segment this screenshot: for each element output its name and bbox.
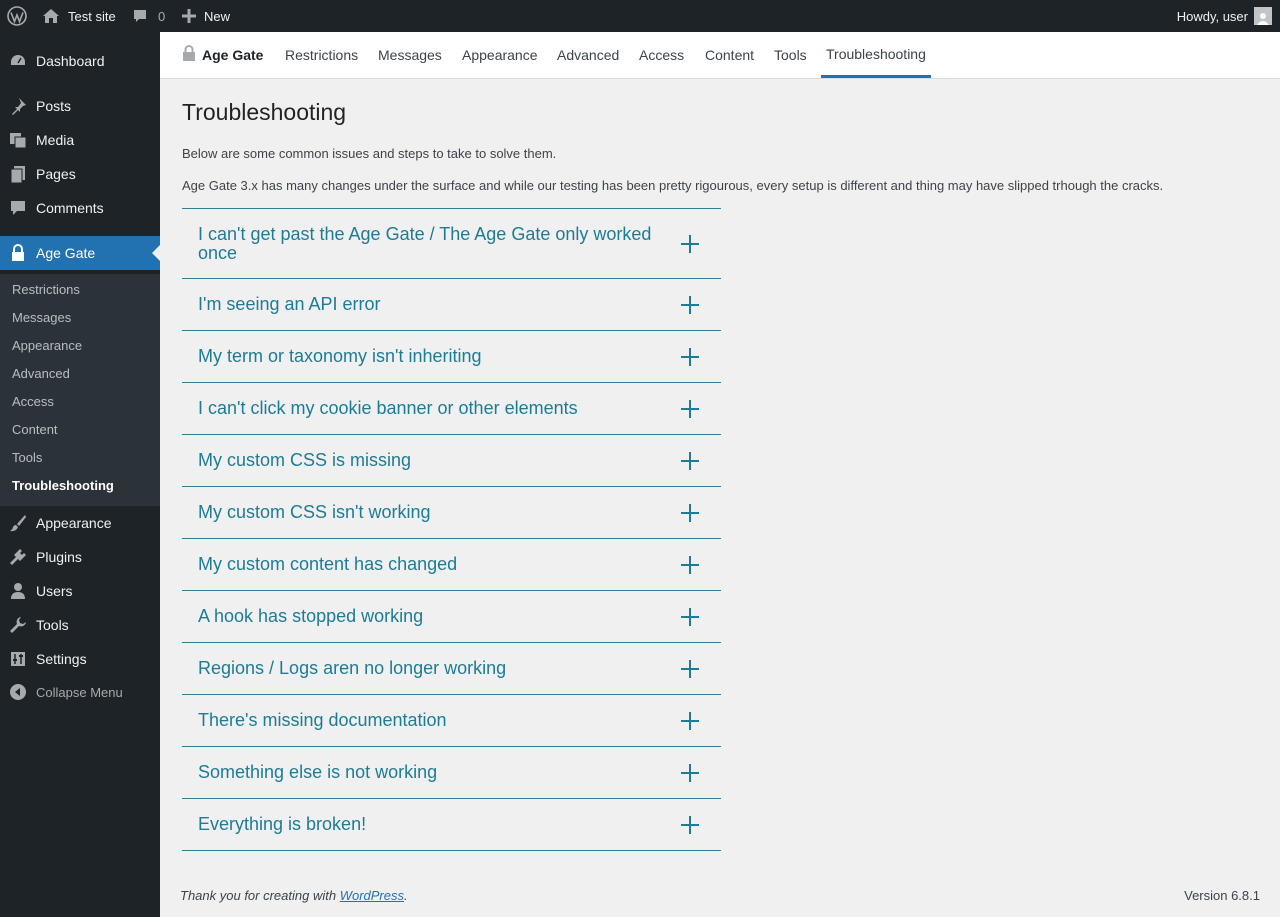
- accordion-item-title: Something else is not working: [198, 762, 438, 782]
- submenu-item-tools[interactable]: Tools: [12, 449, 43, 465]
- troubleshooting-accordion: [182, 208, 721, 851]
- wordpress-logo-icon[interactable]: [0, 0, 34, 32]
- home-icon: [42, 8, 68, 24]
- comment-icon: [0, 199, 36, 217]
- avatar: [1254, 7, 1272, 25]
- tab-restrictions[interactable]: Restrictions: [285, 47, 359, 63]
- plus-icon[interactable]: [681, 348, 699, 366]
- plus-icon[interactable]: [681, 235, 699, 253]
- media-icon: [0, 131, 36, 149]
- admin-bar: [0, 0, 1280, 32]
- sidebar-item-media[interactable]: [0, 123, 160, 157]
- users-icon: [0, 582, 36, 600]
- tab-advanced[interactable]: Advanced: [557, 47, 620, 63]
- plus-icon[interactable]: [681, 712, 699, 730]
- sidebar-item-label: Appearance: [36, 515, 112, 531]
- accordion-item[interactable]: [182, 747, 721, 799]
- intro-note: Age Gate 3.x has many changes under the surface and while our testing has been pretty rigourous, every setup is different and thing may have slipped trhough the cracks.: [182, 178, 1164, 193]
- wrench-icon: [0, 616, 36, 634]
- sidebar-item-pages[interactable]: [0, 157, 160, 191]
- plus-icon: [182, 9, 204, 23]
- tab-tools[interactable]: Tools: [774, 47, 807, 63]
- accordion-item-title: I can't click my cookie banner or other elements: [198, 398, 578, 418]
- tab-content[interactable]: Content: [705, 47, 755, 63]
- submenu-item-restrictions[interactable]: Restrictions: [12, 281, 80, 297]
- pushpin-icon: [0, 97, 36, 115]
- site-name-label: Test site: [68, 8, 116, 24]
- site-name-link[interactable]: [42, 0, 116, 32]
- accordion-item[interactable]: [182, 435, 721, 487]
- accordion-item[interactable]: [182, 279, 721, 331]
- nav-brand[interactable]: [182, 32, 263, 78]
- tab-access[interactable]: Access: [639, 47, 685, 63]
- plus-icon[interactable]: [681, 660, 699, 678]
- accordion-item[interactable]: [182, 539, 721, 591]
- howdy-label: Howdy, user: [1176, 8, 1248, 24]
- plus-icon[interactable]: [681, 504, 699, 522]
- sidebar-item-plugins[interactable]: [0, 540, 160, 574]
- plus-icon[interactable]: [681, 816, 699, 834]
- comments-count: 0: [158, 8, 166, 24]
- sidebar-item-label: Settings: [36, 651, 87, 667]
- comments-link[interactable]: [132, 0, 165, 32]
- accordion-item-title: Regions / Logs aren no longer working: [198, 658, 507, 678]
- accordion-item[interactable]: [182, 695, 721, 747]
- sidebar-item-label: Age Gate: [36, 245, 96, 261]
- new-label: New: [204, 8, 231, 24]
- sidebar-item-posts[interactable]: [0, 89, 160, 123]
- tab-troubleshooting[interactable]: Troubleshooting: [821, 32, 931, 78]
- accordion-item-title: There's missing documentation: [198, 710, 447, 730]
- sidebar-item-label: Plugins: [36, 549, 82, 565]
- accordion-item-title: A hook has stopped working: [198, 606, 424, 626]
- submenu-item-appearance[interactable]: Appearance: [12, 337, 83, 353]
- admin-sidebar: [0, 32, 160, 917]
- plus-icon[interactable]: [681, 452, 699, 470]
- collapse-arrow-icon: [0, 683, 36, 701]
- plus-icon[interactable]: [681, 608, 699, 626]
- age-gate-nav: [160, 32, 1280, 79]
- sidebar-item-appearance[interactable]: [0, 506, 160, 540]
- collapse-menu-button[interactable]: [0, 675, 160, 709]
- nav-brand-label: Age Gate: [202, 47, 264, 63]
- lock-icon: [182, 45, 202, 65]
- sidebar-item-settings[interactable]: [0, 642, 160, 676]
- lock-icon: [0, 244, 36, 262]
- sidebar-item-tools[interactable]: [0, 608, 160, 642]
- pages-icon: [0, 165, 36, 183]
- page-title: Troubleshooting: [182, 99, 347, 125]
- accordion-item-title: I can't get past the Age Gate / The Age Gate only worked once: [198, 223, 652, 263]
- plugin-icon: [0, 548, 36, 566]
- accordion-item[interactable]: [182, 383, 721, 435]
- submenu-item-messages[interactable]: Messages: [12, 309, 72, 325]
- sidebar-item-label: Media: [36, 132, 75, 148]
- comment-icon: [132, 8, 148, 24]
- collapse-menu-label: Collapse Menu: [36, 684, 123, 700]
- accordion-item-title: My custom content has changed: [198, 554, 458, 574]
- sidebar-item-label: Comments: [36, 200, 104, 216]
- accordion-item[interactable]: [182, 591, 721, 643]
- sidebar-item-age-gate[interactable]: [0, 236, 160, 270]
- footer-thanks: [180, 888, 408, 903]
- account-menu[interactable]: [1177, 0, 1272, 32]
- accordion-item[interactable]: [182, 331, 721, 383]
- sidebar-item-label: Posts: [36, 98, 72, 114]
- wordpress-link[interactable]: WordPress: [339, 888, 404, 903]
- accordion-item-title: My custom CSS isn't working: [198, 502, 431, 522]
- sidebar-item-label: Dashboard: [36, 53, 105, 69]
- sidebar-item-label: Users: [36, 583, 73, 599]
- submenu-item-advanced[interactable]: Advanced: [12, 365, 70, 381]
- accordion-item-title: Everything is broken!: [198, 814, 367, 834]
- new-content-button[interactable]: [182, 0, 230, 32]
- plus-icon[interactable]: [681, 400, 699, 418]
- dashboard-icon: [0, 52, 36, 70]
- submenu-item-troubleshooting[interactable]: Troubleshooting: [12, 477, 114, 493]
- accordion-item-title: My custom CSS is missing: [198, 450, 412, 470]
- tab-messages[interactable]: Messages: [378, 47, 442, 63]
- accordion-item[interactable]: [182, 208, 721, 279]
- footer-thanks-suffix: .: [404, 888, 408, 903]
- submenu-item-content[interactable]: Content: [12, 421, 58, 437]
- plus-icon[interactable]: [681, 764, 699, 782]
- accordion-item[interactable]: [182, 487, 721, 539]
- sidebar-item-users[interactable]: [0, 574, 160, 608]
- plus-icon[interactable]: [681, 556, 699, 574]
- tab-appearance[interactable]: Appearance: [462, 47, 538, 63]
- sidebar-item-label: Tools: [36, 617, 69, 633]
- accordion-item[interactable]: [182, 799, 721, 851]
- sidebar-item-label: Pages: [36, 166, 76, 182]
- intro-text: Below are some common issues and steps to take to solve them.: [182, 146, 557, 161]
- accordion-item-title: My term or taxonomy isn't inheriting: [198, 346, 482, 366]
- sidebar-item-comments[interactable]: [0, 191, 160, 225]
- brush-icon: [0, 514, 36, 532]
- accordion-item-title: I'm seeing an API error: [198, 294, 381, 314]
- sidebar-item-dashboard[interactable]: [0, 44, 160, 78]
- footer-thanks-prefix: Thank you for creating with: [180, 888, 340, 903]
- accordion-item[interactable]: [182, 643, 721, 695]
- settings-icon: [0, 650, 36, 668]
- footer-version: Version 6.8.1: [1184, 888, 1260, 903]
- submenu-item-access[interactable]: Access: [12, 393, 54, 409]
- age-gate-submenu: [0, 274, 160, 506]
- plus-icon[interactable]: [681, 296, 699, 314]
